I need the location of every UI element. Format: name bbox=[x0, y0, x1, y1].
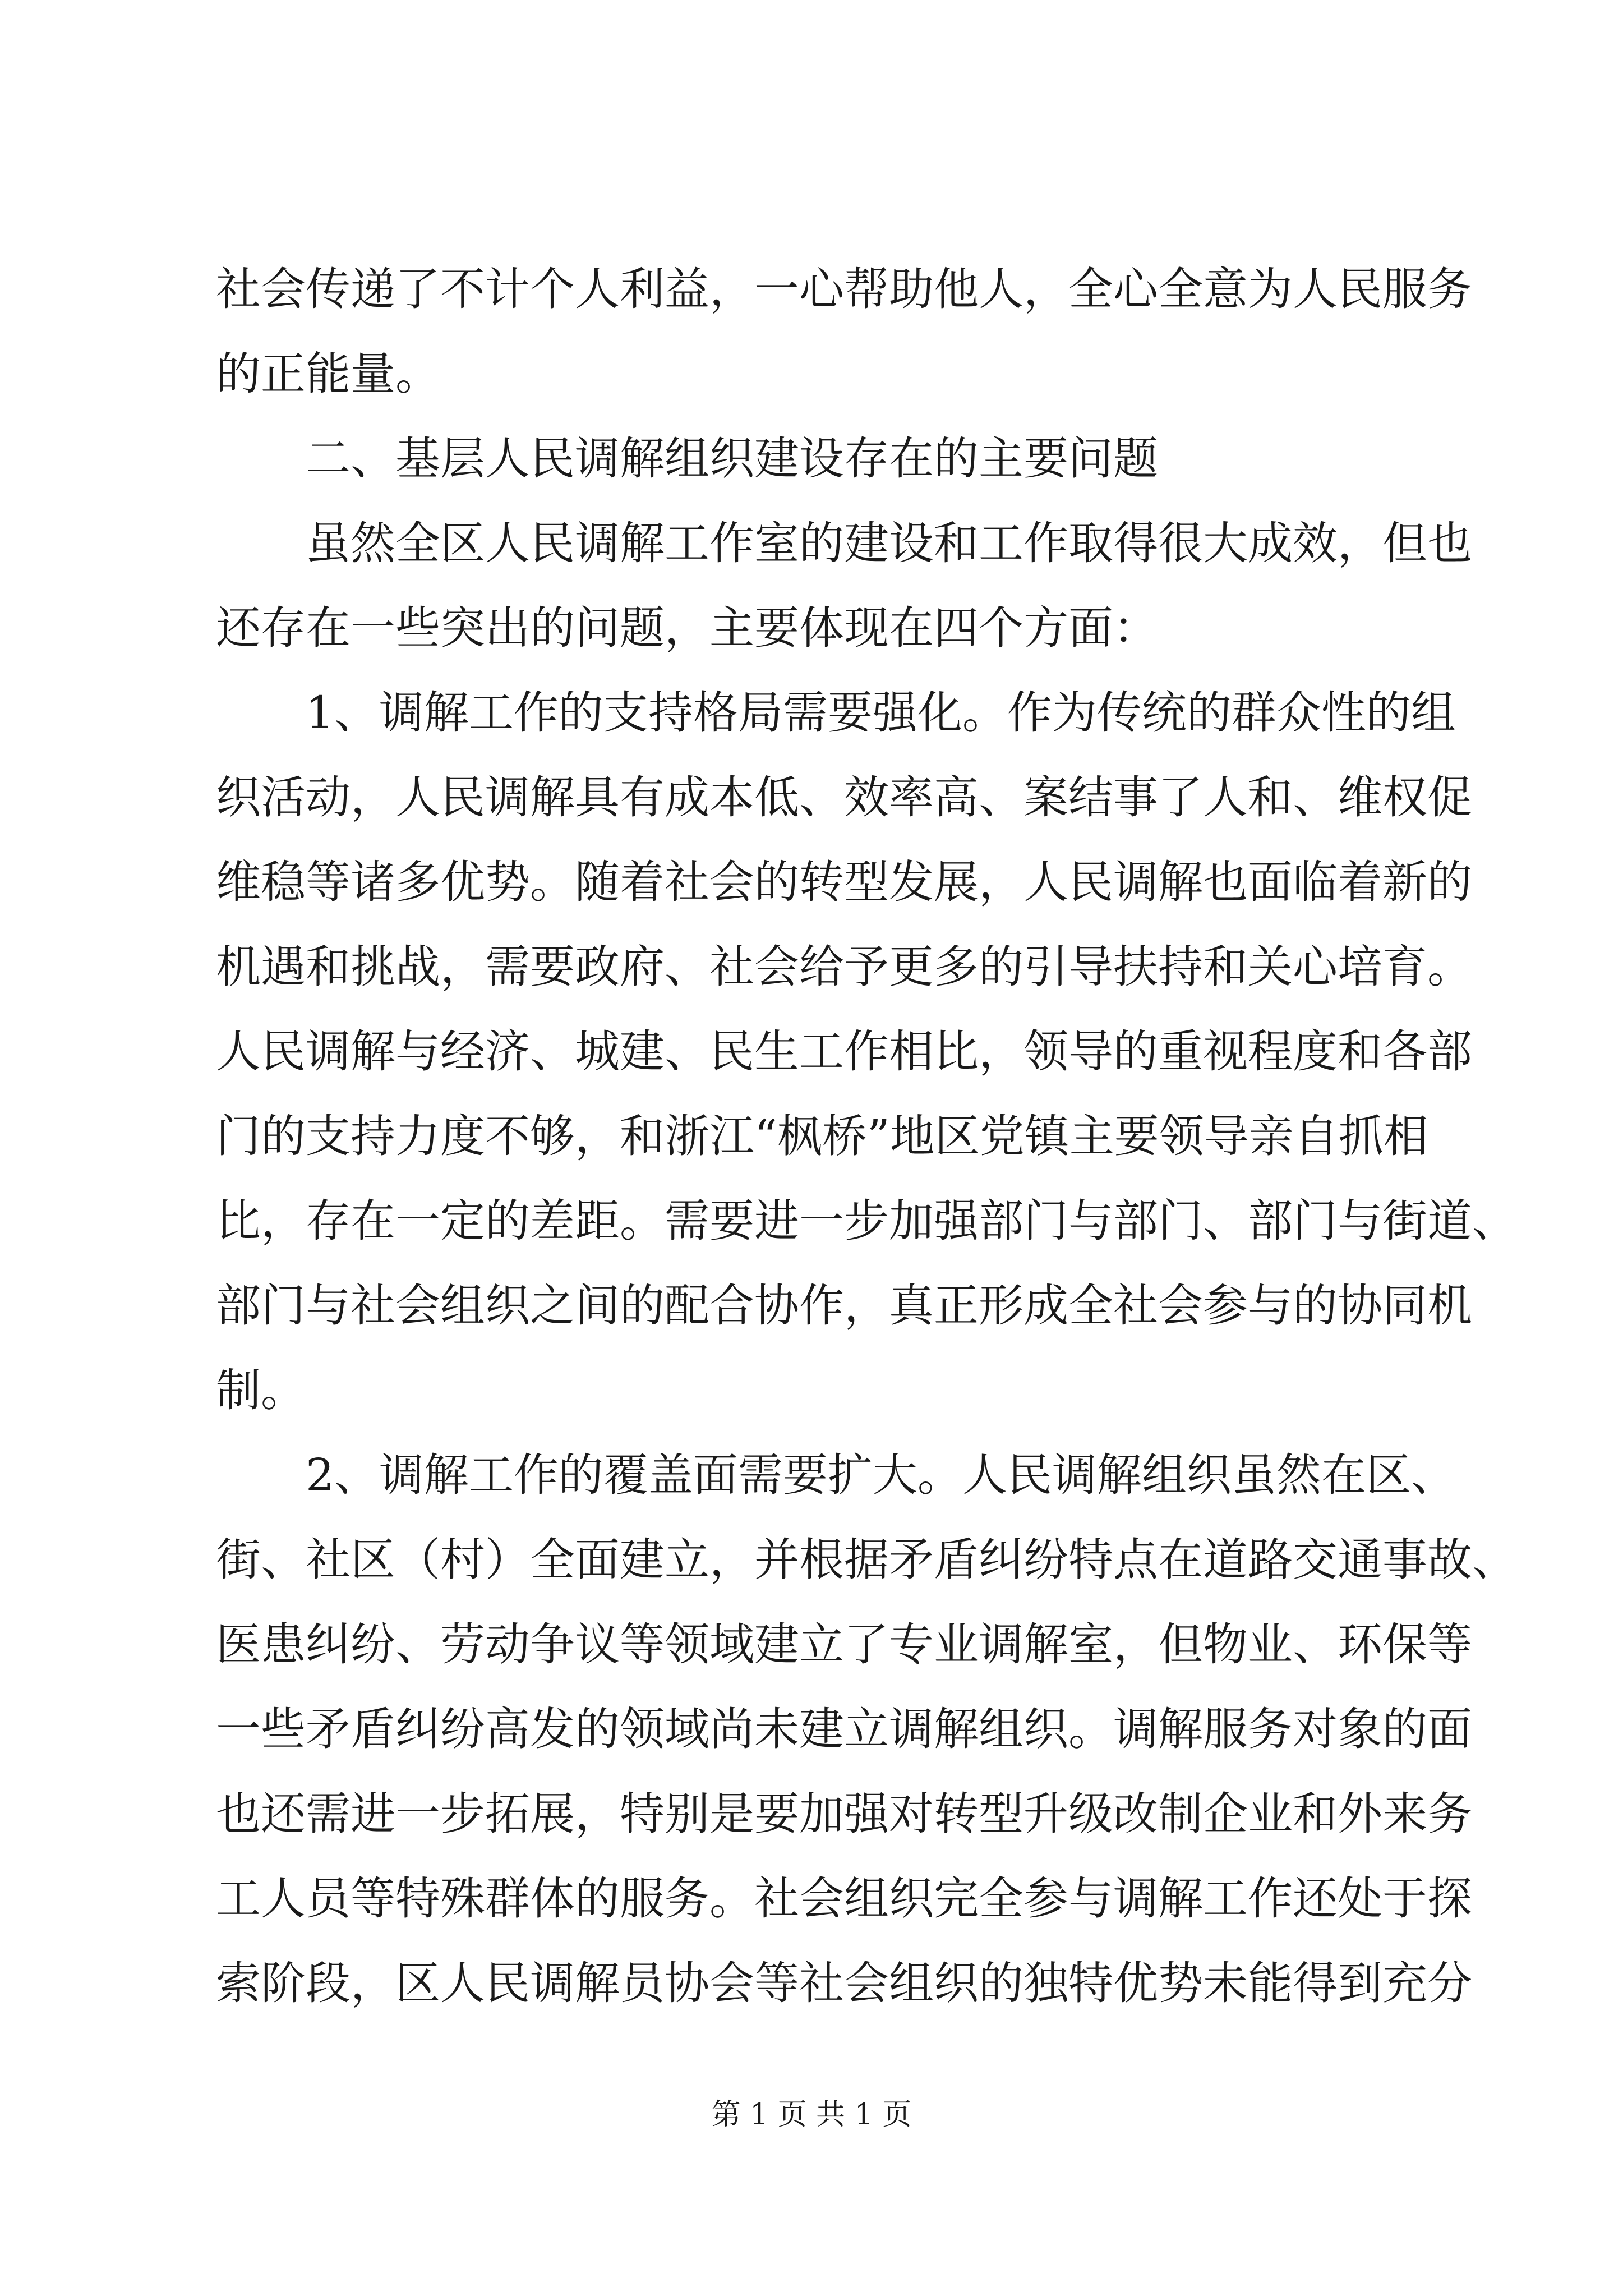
text-line: 街、社区（村）全面建立，并根据矛盾纠纷特点在道路交通事故、 bbox=[216, 1534, 1517, 1586]
text-line: 人民调解与经济、城建、民生工作相比，领导的重视程度和各部 bbox=[216, 1025, 1472, 1078]
page-number-label: 第 1 页 共 1 页 bbox=[711, 2098, 912, 2132]
text-line: 的正能量。 bbox=[216, 348, 440, 400]
text-line: 医患纠纷、劳动争议等领域建立了专业调解室，但物业、环保等 bbox=[216, 1618, 1472, 1671]
text-line: 2、调解工作的覆盖面需要扩大。人民调解组织虽然在区、 bbox=[306, 1449, 1456, 1501]
text-line: 社会传递了不计个人利益，一心帮助他人，全心全意为人民服务 bbox=[216, 263, 1472, 315]
text-line: 门的支持力度不够，和浙江“枫桥”地区党镇主要领导亲自抓相 bbox=[216, 1110, 1428, 1162]
text-line: 虽然全区人民调解工作室的建设和工作取得很大成效，但也 bbox=[306, 517, 1472, 569]
document-body bbox=[216, 247, 1517, 2026]
text-line: 比，存在一定的差距。需要进一步加强部门与部门、部门与街道、 bbox=[216, 1195, 1517, 1247]
text-line: 还存在一些突出的问题，主要体现在四个方面： bbox=[216, 602, 1158, 654]
text-line: 也还需进一步拓展，特别是要加强对转型升级改制企业和外来务 bbox=[216, 1788, 1472, 1840]
text-line: 一些矛盾纠纷高发的领域尚未建立调解组织。调解服务对象的面 bbox=[216, 1703, 1472, 1755]
section-heading: 二、基层人民调解组织建设存在的主要问题 bbox=[306, 432, 1158, 485]
text-line: 织活动，人民调解具有成本低、效率高、案结事了人和、维权促 bbox=[216, 771, 1472, 823]
text-line: 制。 bbox=[216, 1364, 306, 1416]
text-line: 维稳等诸多优势。随着社会的转型发展，人民调解也面临着新的 bbox=[216, 856, 1472, 908]
text-line: 机遇和挑战，需要政府、社会给予更多的引导扶持和关心培育。 bbox=[216, 941, 1472, 993]
text-line: 工人员等特殊群体的服务。社会组织完全参与调解工作还处于探 bbox=[216, 1872, 1472, 1925]
text-line: 索阶段，区人民调解员协会等社会组织的独特优势未能得到充分 bbox=[216, 1957, 1472, 2009]
text-line: 部门与社会组织之间的配合协作，真正形成全社会参与的协同机 bbox=[216, 1280, 1472, 1332]
page-footer bbox=[0, 2095, 1623, 2134]
text-line: 1、调解工作的支持格局需要强化。作为传统的群众性的组 bbox=[306, 687, 1456, 739]
